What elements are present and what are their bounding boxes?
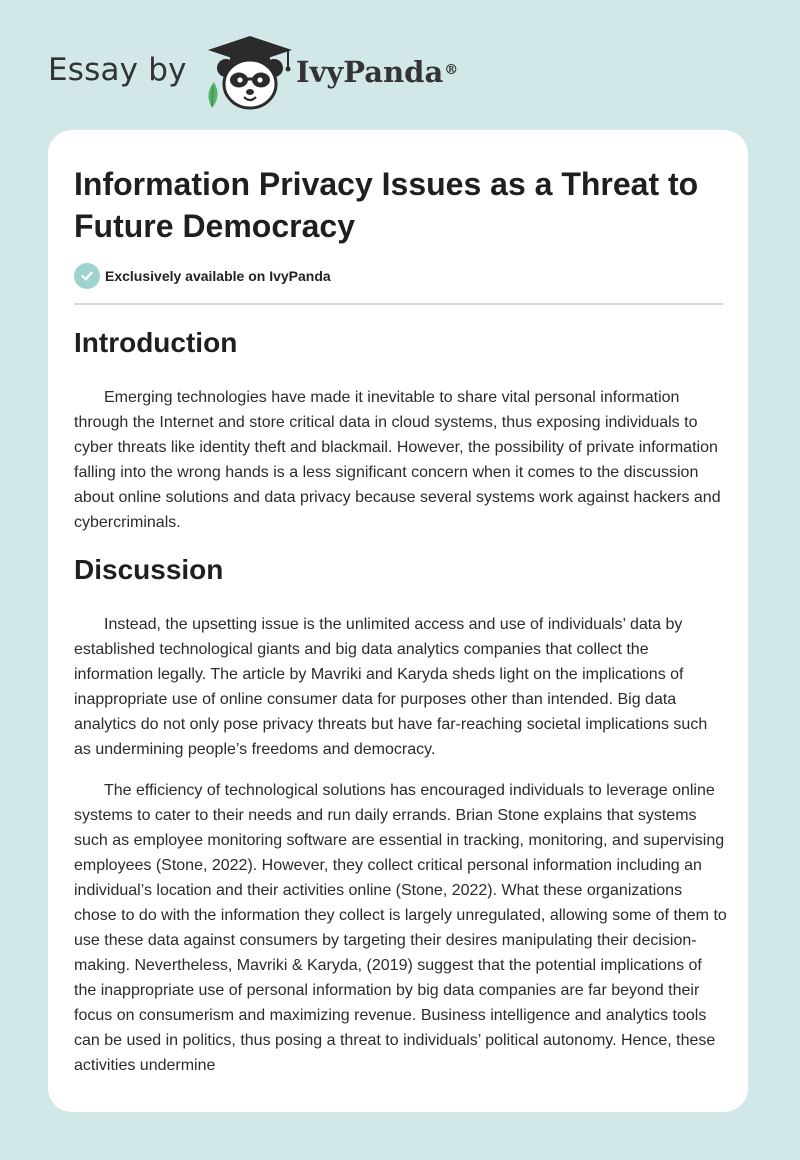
registered-mark: ®	[444, 62, 459, 78]
paragraph: The efficiency of technological solutions has encouraged individuals to leverage online systems to cater to their needs and run daily errands. Brian Stone explains that systems such as employee monitoring software are essential in tracking, monitoring, and supervising employees (Stone, 2022). However, they collect critical personal information including an individual’s location and their activities online (Stone, 2022). What these organizations chose to do with the information they collect is largely unregulated, allowing some of them to use these data against consumers by targeting their desires manipulating their decision-making. Nevertheless, Mavriki & Karyda, (2019) suggest that the potential implications of the inappropriate use of personal information by big data companies are far beyond their focus on consumerism and maximizing revenue. Business intelligence and analytics tools can be used in politics, thus posing a threat to individuals’ political autonomy. Hence, these activities undermine	[74, 782, 727, 1074]
divider	[74, 303, 723, 305]
site-header	[0, 0, 800, 130]
section-heading-introduction: Introduction	[74, 327, 238, 358]
ivypanda-wordmark[interactable]	[296, 54, 458, 90]
essay-title: Information Privacy Issues as a Threat to Future Democracy	[74, 166, 699, 244]
section-heading-discussion: Discussion	[74, 554, 224, 585]
check-icon	[74, 263, 100, 289]
ivypanda-logo-icon[interactable]	[200, 34, 300, 110]
essay-card	[48, 130, 748, 1112]
brand-name-text: IvyPanda	[296, 55, 444, 89]
essay-by-label: Essay by	[48, 52, 187, 88]
exclusive-badge	[74, 263, 331, 289]
paragraph: Instead, the upsetting issue is the unlimited access and use of individuals’ data by established technological giants and big data analytics companies that collect the information legally. The article by Mavriki and Karyda sheds light on the implications of inappropriate use of online consumer data for purposes other than intended. Big data analytics do not only pose privacy threats but have far-reaching societal implications such as undermining people’s freedoms and democracy.	[74, 616, 708, 758]
paragraph: Emerging technologies have made it inevitable to share vital personal information through the Internet and store critical data in cloud systems, thus exposing individuals to cyber threats like identity theft and blackmail. However, the possibility of private information falling into the wrong hands is a less significant concern when it comes to the discussion about online solutions and data privacy because several systems work against hackers and cybercriminals.	[74, 389, 721, 531]
exclusive-badge-label: Exclusively available on IvyPanda	[105, 268, 331, 284]
